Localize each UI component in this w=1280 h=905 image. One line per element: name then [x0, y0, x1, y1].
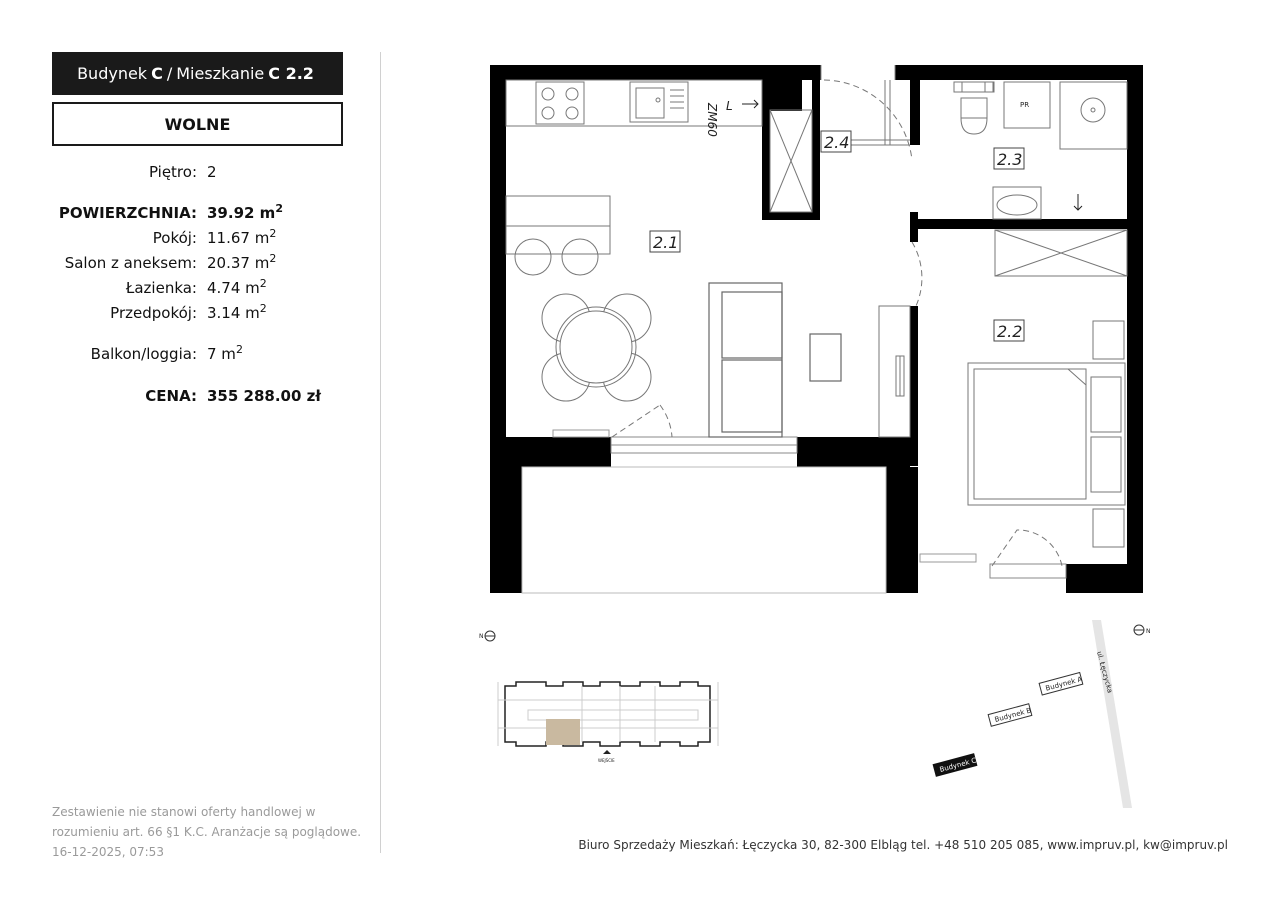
building-prefix: Budynek — [77, 64, 148, 83]
entrance-label: WEJŚCIE — [598, 758, 615, 763]
apartment-code: C 2.2 — [268, 64, 314, 83]
title-separator: / — [166, 64, 173, 83]
entrance-marker-icon — [603, 750, 611, 754]
fridge-label: ZM60 — [705, 103, 719, 137]
area-label: POWIERZCHNIA: — [58, 204, 197, 222]
price-value: 355 288.00 zł — [207, 387, 321, 405]
wardrobe — [879, 306, 910, 437]
price-label: CENA: — [145, 387, 197, 405]
room-labels — [650, 131, 1024, 341]
svg-text:Budynek A: Budynek A — [1044, 675, 1084, 693]
bedroom-furniture — [968, 230, 1127, 547]
room-value: 4.74 $m^2$ — [207, 277, 267, 297]
room-label: Pokój: — [152, 229, 197, 247]
room-label: 2.3 — [997, 150, 1023, 169]
room-label: Łazienka: — [125, 279, 197, 297]
balcony — [522, 467, 886, 593]
room-label: 2.1 — [653, 233, 679, 252]
bar-counter — [506, 196, 610, 275]
svg-text:Budynek B: Budynek B — [993, 706, 1033, 724]
arrow-right-icon — [742, 100, 758, 108]
balcony-value: 7 $m^2$ — [207, 343, 243, 363]
balcony-label: Balkon/loggia: — [90, 345, 197, 363]
floor-value: 2 — [207, 163, 217, 181]
svg-text:N: N — [1146, 628, 1151, 635]
floor-label: Piętro: — [148, 163, 197, 181]
arrow-down-icon — [1074, 194, 1082, 210]
room-label: 2.2 — [997, 322, 1023, 341]
building-key-plan — [505, 682, 710, 746]
area-value: 39.92 $m^2$ — [207, 202, 283, 222]
room-label: Przedpokój: — [110, 304, 197, 322]
washer-label: PR — [1020, 101, 1030, 109]
room-label: 2.4 — [824, 133, 850, 152]
dining-table — [542, 294, 651, 401]
bathroom-fixtures — [954, 82, 1127, 219]
site-plan — [933, 620, 1150, 808]
apartment-prefix: Mieszkanie — [176, 64, 265, 83]
disclaimer-text: Zestawienie nie stanowi oferty handlowej w rozumieniu art. 66 §1 K.C. Aranżacje są poglądowe. 16-12-2025, 07:53 — [52, 805, 362, 859]
room-value: 3.14 $m^2$ — [207, 302, 267, 322]
building-a-marker — [1039, 672, 1083, 695]
status-text: WOLNE — [164, 114, 231, 134]
kitchen-l-label: L — [726, 99, 733, 113]
compass-icon — [479, 631, 495, 641]
svg-text:N: N — [479, 633, 484, 640]
building-code: C — [151, 64, 163, 83]
svg-text:Budynek C: Budynek C — [938, 756, 978, 774]
street-label: ul. Łęczycka — [1095, 650, 1114, 694]
key-plan-grid — [498, 682, 718, 746]
room-value: 20.37 $m^2$ — [207, 252, 277, 272]
sofa — [709, 283, 841, 437]
building-c-marker — [933, 754, 977, 777]
apartment-highlight — [546, 719, 580, 745]
room-label: Salon z aneksem: — [64, 254, 197, 272]
footer-contact: Biuro Sprzedaży Mieszkań: Łęczycka 30, 82-300 Elbląg tel. +48 510 205 085, www.impruv.pl, kw@impruv.pl — [578, 838, 1228, 852]
room-value: 11.67 $m^2$ — [207, 227, 277, 247]
building-b-marker — [988, 704, 1032, 727]
